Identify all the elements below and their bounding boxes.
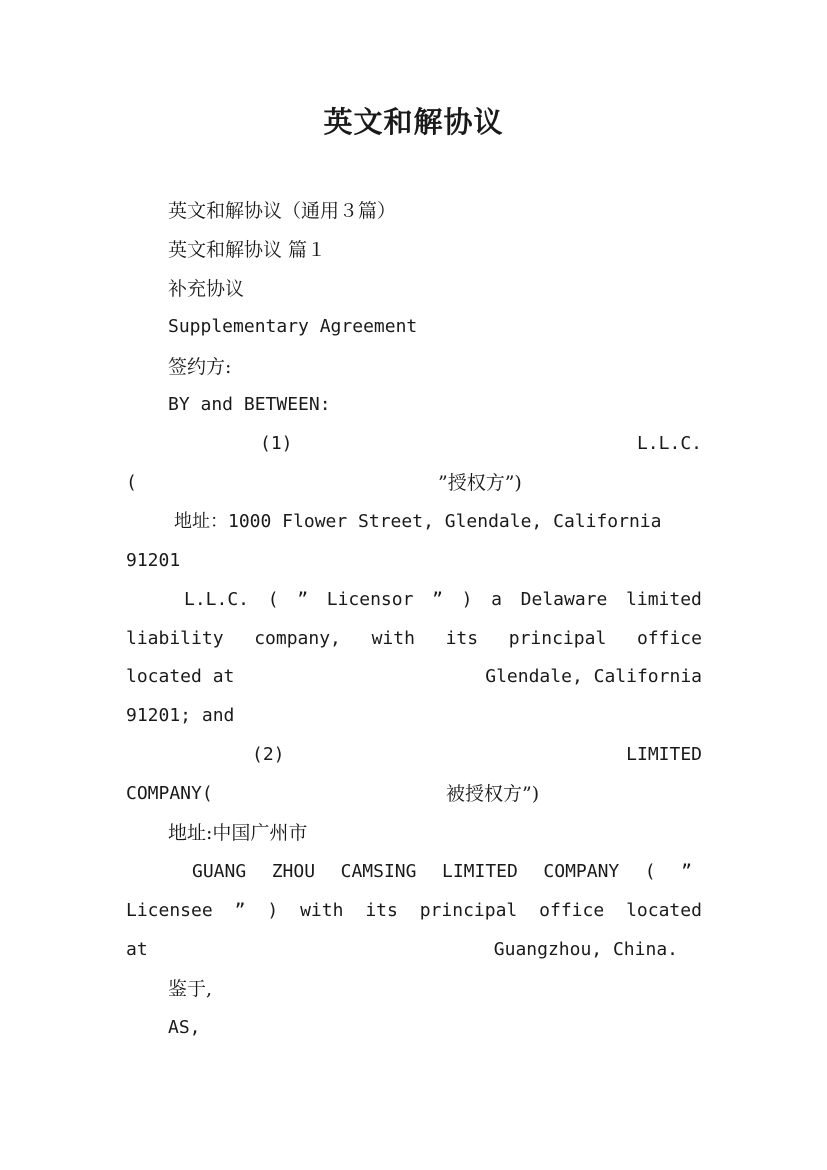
word: ) (461, 589, 473, 610)
party2-number: (2) (252, 744, 285, 765)
word: ” (234, 900, 246, 921)
word: with (371, 628, 415, 649)
page-title: 英文和解协议 (323, 105, 504, 139)
party2-suffix: LIMITED (626, 744, 702, 765)
word: COMPANY (543, 861, 620, 882)
word: liability (126, 628, 224, 649)
supplement-cn: 补充协议 (168, 278, 245, 300)
party1-address-line2: 91201 (126, 550, 181, 571)
word: principal (508, 628, 607, 649)
party2-desc-line3-left: at (126, 939, 148, 960)
word: Delaware (520, 589, 608, 610)
word: ( (644, 861, 656, 882)
whereas-en: AS, (168, 1017, 201, 1038)
party1-paren-open: ( (126, 472, 137, 493)
party1-desc-line4: 91201; and (126, 705, 235, 726)
whereas-cn: 鉴于, (168, 978, 213, 1000)
party2-desc-line3-right: Guangzhou, China. (493, 939, 678, 960)
parties-en: BY and BETWEEN: (168, 394, 331, 415)
party1-number: (1) (260, 433, 293, 454)
word: with (300, 900, 344, 921)
word: ” (432, 589, 443, 610)
section-heading: 英文和解协议 篇１ (168, 239, 327, 261)
word: ” (297, 589, 309, 610)
word: its (445, 628, 479, 649)
word: ( (267, 589, 279, 610)
party2-company-prefix: COMPANY( (126, 783, 213, 804)
party1-address-line1: 地址：1000 Flower Street, Glendale, California (174, 511, 662, 532)
word: office (636, 628, 702, 649)
party2-desc-line1 (192, 860, 692, 884)
word: ) (267, 900, 279, 921)
word: ZHOU (271, 861, 316, 882)
word: ” (681, 861, 692, 882)
intro-line: 英文和解协议（通用３篇） (168, 200, 397, 222)
word: CAMSING (340, 861, 417, 882)
word: Licensor (326, 589, 414, 610)
party1-desc-line3-right: Glendale, California (485, 666, 702, 687)
party1-desc-line1 (184, 588, 702, 612)
supplement-en: Supplementary Agreement (168, 316, 418, 337)
party2-role: 被授权方”) (446, 783, 540, 805)
party1-suffix: L.L.C. (636, 433, 702, 454)
word: principal (419, 900, 518, 921)
party2-address: 地址:中国广州市 (168, 822, 308, 844)
word: L.L.C. (184, 589, 250, 610)
word: company, (254, 628, 341, 649)
party1-desc-line2 (126, 627, 702, 651)
word: GUANG (192, 861, 247, 882)
party2-desc-line2 (126, 899, 702, 923)
word: its (365, 900, 398, 921)
word: located (626, 900, 702, 921)
word: a (491, 589, 502, 610)
word: LIMITED (442, 861, 518, 882)
parties-cn: 签约方: (168, 356, 232, 378)
party1-role: ”授权方”) (438, 472, 522, 494)
word: office (539, 900, 605, 921)
word: limited (626, 589, 702, 610)
word: Licensee (126, 900, 213, 921)
party1-desc-line3-left: located at (126, 666, 235, 687)
